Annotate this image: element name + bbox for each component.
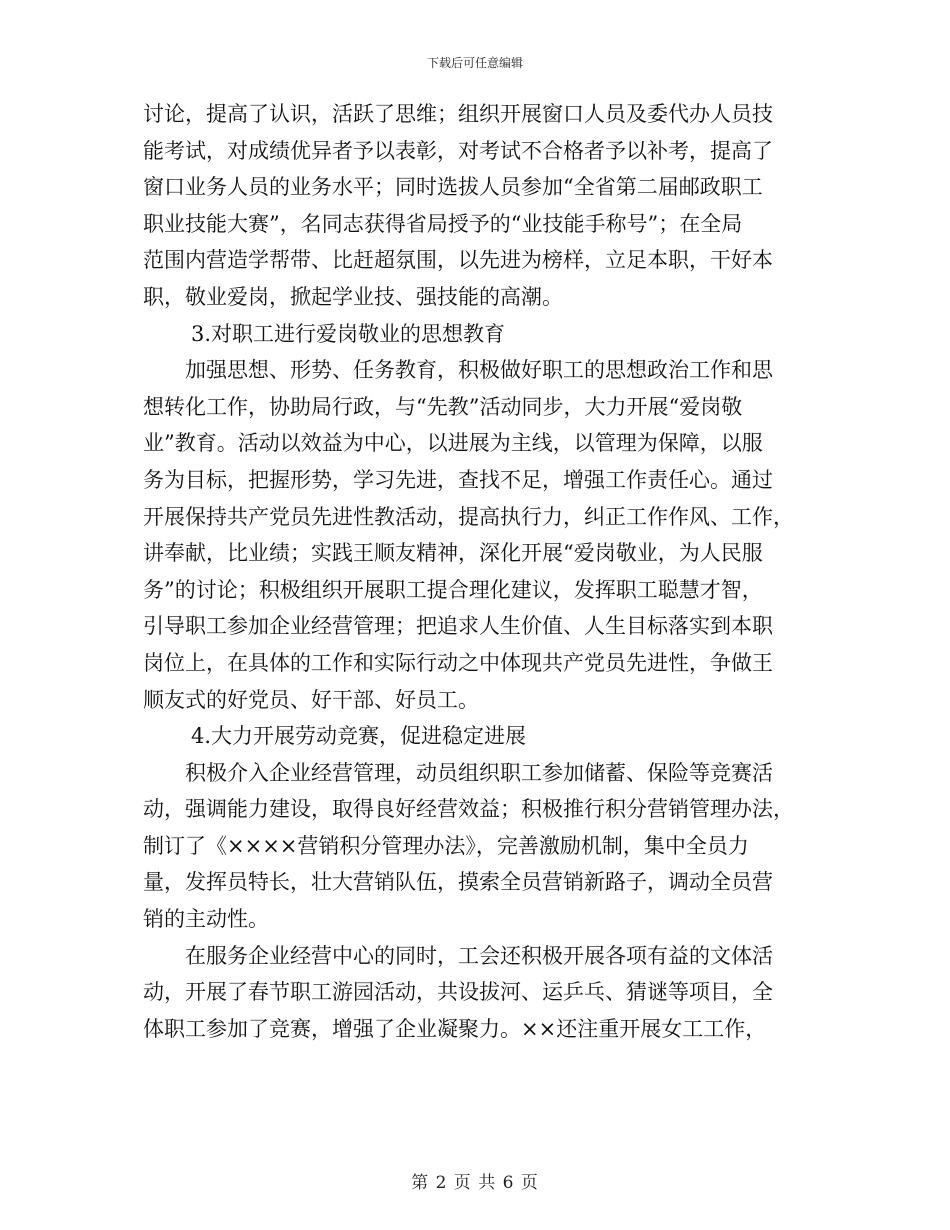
text-line: 积极介入企业经营管理，动员组织职工参加储蓄、保险等竞赛活 [185,760,773,785]
section-heading: 3.对职工进行爱岗敬业的思想教育 [191,321,506,346]
page-header: 下载后可任意编辑 [426,56,523,70]
text-line: 在服务企业经营中心的同时，工会还积极开展各项有益的文体活 [185,943,773,968]
document-body [143,96,807,1047]
text-line: 窗口业务人员的业务水平；同时选拔人员参加“全省第二届邮政职工 [143,175,763,200]
text-line: 务为目标，把握形势，学习先进，查找不足，增强工作责任心。通过 [143,467,773,492]
text-line: 业”教育。活动以效益为中心，以进展为主线，以管理为保障，以服 [143,431,763,456]
page-footer: 第 2 页 共 6 页 [411,1173,539,1193]
text-line: 务”的讨论；积极组织开展职工提合理化建议，发挥职工聪慧才智， [143,577,763,602]
text-line: 动，开展了春节职工游园活动，共设拔河、运乒乓、猜谜等项目，全 [143,980,773,1005]
text-line: 引导职工参加企业经营管理；把追求人生价值、人生目标落实到本职 [143,614,773,639]
text-line: 开展保持共产党员先进性教活动，提高执行力，纠正工作作风、工作， [143,504,794,529]
text-line: 销的主动性。 [143,907,269,932]
text-line: 动，强调能力建设，取得良好经营效益；积极推行积分营销管理办法， [143,797,794,822]
text-line: 体职工参加了竞赛，增强了企业凝聚力。××还注重开展女工工作， [143,1016,767,1041]
text-line: 顺友式的好党员、好干部、好员工。 [143,687,479,712]
text-line: 职，敬业爱岗，掀起学业技、强技能的高潮。 [143,284,563,309]
text-line: 职业技能大赛”，名同志获得省局授予的“业技能手称号”；在全局 [143,211,743,236]
text-line: 制订了《××××营销积分管理办法》，完善激励机制，集中全员力 [143,833,749,858]
text-line: 范围内营造学帮带、比赶超氛围，以先进为榜样，立足本职，干好本 [143,248,773,273]
text-line: 讨论，提高了认识，活跃了思维；组织开展窗口人员及委代办人员技 [143,102,773,126]
text-line: 讲奉献，比业绩；实践王顺友精神，深化开展“爱岗敬业，为人民服 [143,541,763,566]
text-line: 能考试，对成绩优异者予以表彰，对考试不合格者予以补考，提高了 [143,138,773,163]
text-line: 量，发挥员特长，壮大营销队伍，摸索全员营销新路子，调动全员营 [143,870,773,895]
text-line: 加强思想、形势、任务教育，积极做好职工的思想政治工作和思 [185,358,773,383]
section-heading: 4.大力开展劳动竞赛，促进稳定进展 [191,724,527,749]
text-line: 岗位上，在具体的工作和实际行动之中体现共产党员先进性，争做王 [143,650,773,675]
text-line: 想转化工作，协助局行政，与“先教”活动同步，大力开展“爱岗敬 [143,394,743,419]
